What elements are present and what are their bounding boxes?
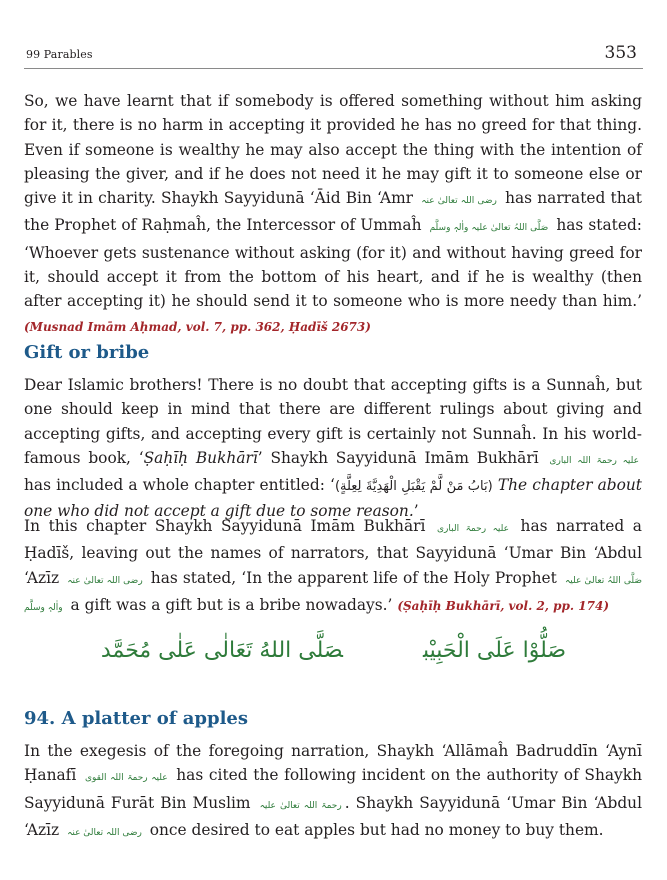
honorific-arabic: صَلَّی اللہُ تعالیٰ علیہ واٰلہٖ وسلَّم bbox=[24, 575, 642, 613]
durood-left: صَلُّوْا عَلَى الْحَبِيْب bbox=[422, 638, 567, 663]
paragraph-accepting-gifts bbox=[24, 89, 642, 339]
text-run: ’ Shaykh Sayyidunā Imām Bukhārī bbox=[257, 448, 539, 467]
text-run: a gift was a gift but is a bribe nowadays.’ bbox=[70, 595, 393, 614]
text-run: ’ bbox=[413, 502, 419, 521]
durood-line bbox=[0, 638, 667, 663]
text-run: . Shaykh Sayyidunā ‘Umar Bin ‘Abdul ‘Azīz bbox=[24, 793, 643, 839]
text-run: has narrated that the Prophet of Raḥmaĥ, the Intercessor of Ummaĥ bbox=[24, 189, 642, 235]
honorific-arabic: علیہ رحمۃ اللہ القوی bbox=[84, 773, 168, 784]
paragraph-gift-rulings bbox=[24, 373, 642, 524]
text-run: has cited the following incident on the authority of Shaykh Sayyidunā Furāt Bin Muslim bbox=[24, 766, 642, 812]
header-divider bbox=[24, 68, 643, 69]
page-number: 353 bbox=[604, 43, 637, 63]
honorific-arabic: علیہ رحمۃ اللہ الباری bbox=[549, 455, 639, 466]
running-header-title: 99 Parables bbox=[26, 48, 93, 61]
text-run: has stated, ‘In the apparent life of the Holy Prophet bbox=[150, 568, 557, 587]
honorific-arabic: رحمۃ اللہ تعالیٰ علیہ bbox=[259, 800, 342, 811]
text-run: has stated: ‘Whoever gets sustenance without asking (for it) and without having greed for it, should accept it from the bottom of his heart, and if he is wealthy (then after accepting it) he should send it to someone who is more needy than him.’ bbox=[24, 216, 642, 311]
durood-right: صَلَّى اللهُ تَعَالٰى عَلٰى مُحَمَّد bbox=[100, 638, 343, 663]
text-run: In this chapter Shaykh Sayyidunā Imām Bukhārī bbox=[24, 517, 426, 535]
honorific-arabic: رضی اللہ تعالیٰ عنہ bbox=[421, 196, 497, 207]
text-run: has included a whole chapter entitled: ‘ bbox=[24, 476, 335, 495]
reference-citation: (Musnad Imām Aḥmad, vol. 7, pp. 362, Ḥadīš 2673) bbox=[24, 319, 371, 334]
paragraph-apples-story bbox=[24, 739, 642, 845]
reference-citation: (Ṣaḥīḥ Bukhārī, vol. 2, pp. 174) bbox=[397, 598, 610, 613]
honorific-arabic: صَلَّی اللہُ تعالیٰ علیہ واٰلہٖ وسلَّم bbox=[429, 223, 549, 234]
book-title: Ṣaḥīḥ Bukhārī bbox=[143, 448, 258, 467]
arabic-chapter-title: (بَابُ مَنْ لَّمْ يَقْبَلِ الْهَدِيَّةَ لِعِلَّةٍ) bbox=[334, 479, 493, 495]
chapter-title: The chapter about one who did not accept a gift due to some reason. bbox=[24, 476, 642, 521]
text-run: once desired to eat apples but had no money to buy them. bbox=[149, 820, 604, 839]
paragraph-bukhari-hadith bbox=[24, 514, 642, 620]
honorific-arabic: رضی اللہ تعالیٰ عنہ bbox=[67, 827, 142, 838]
text-run: In the exegesis of the foregoing narration, Shaykh ‘Allāmaĥ Badruddīn ‘Aynī Ḥanafī bbox=[24, 742, 642, 785]
section-heading-gift-or-bribe: Gift or bribe bbox=[24, 342, 150, 363]
text-run: Dear Islamic brothers! There is no doubt that accepting gifts is a Sunnaĥ, but one should keep in mind that there are different rulings about giving and accepting gifts, and accepting every gift is certainly not Sunnaĥ. In his world-famous book, ‘ bbox=[24, 376, 642, 467]
text-run: has narrated a Ḥadīš, leaving out the names of narrators, that Sayyidunā ‘Umar Bin ‘Abdul ‘Azīz bbox=[24, 517, 642, 587]
honorific-arabic: رضی اللہ تعالیٰ عنہ bbox=[67, 575, 143, 586]
text-run: So, we have learnt that if somebody is offered something without him asking for it, there is no harm in accepting it provided he has no greed for that thing. Even if someone is wealthy he may also accept the thing with the intention of pleasing the giver, and if he does not need it he may gift it to someone else or give it in charity. Shaykh Sayyidunā ‘Āid Bin ‘Amr bbox=[24, 92, 642, 208]
honorific-arabic: علیہ رحمۃ الباری bbox=[437, 524, 509, 534]
section-heading-platter-of-apples: 94. A platter of apples bbox=[24, 708, 249, 729]
